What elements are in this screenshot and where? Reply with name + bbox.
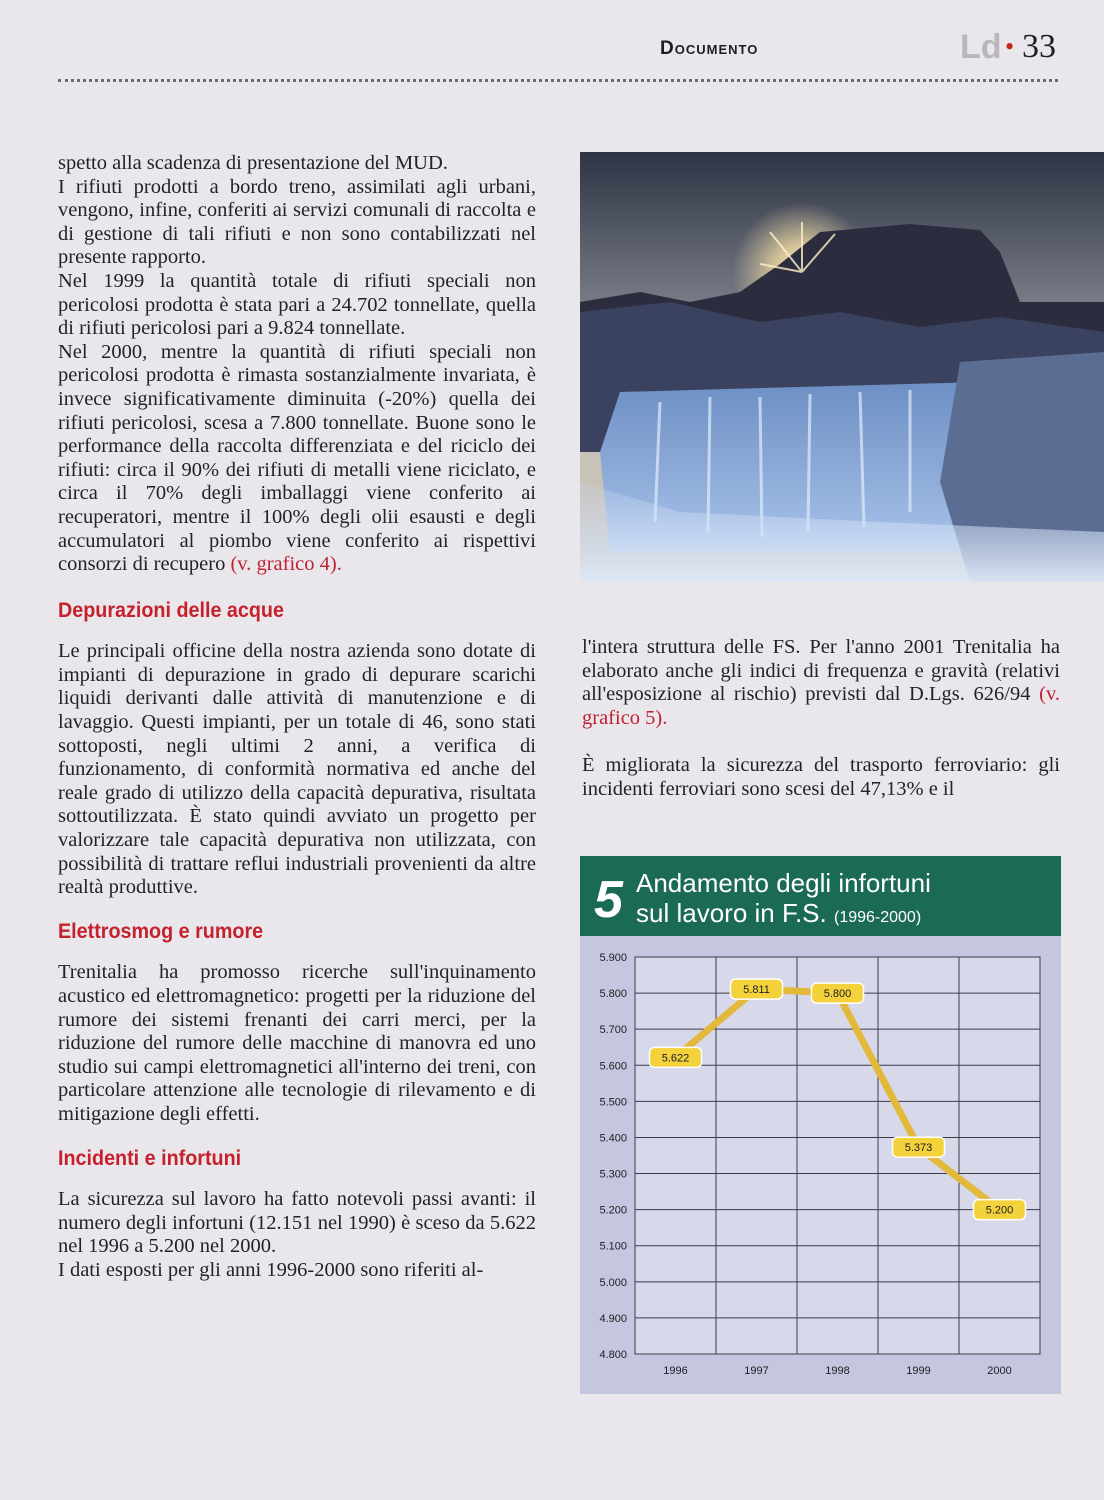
paragraph: l'intera struttura delle FS. Per l'anno 2001 Trenitalia ha elaborato anche gli indici di frequenza e gravità (relativi all'esposizione al rischio) previsti dal D.Lgs. 626/94 (v. grafico 5). <box>582 636 1060 729</box>
plot-area <box>635 957 1040 1354</box>
y-tick-label: 5.500 <box>599 1096 627 1109</box>
y-tick-label: 4.800 <box>599 1349 627 1361</box>
data-label: 5.373 <box>904 1142 933 1155</box>
paragraph: Nel 2000, mentre la quantità di rifiuti speciali non pericolosi prodotta è rimasta sostanzialmente invariata, è invece significativamente diminuita (-20%) quella dei rifiuti pericolosi, scesa a 7.800 tonnellate. Buone sono le performance della raccolta differenziata e del riciclo dei rifiuti: circa il 90% dei rifiuti di metalli viene riciclato, e circa il 70% degli imballaggi viene conferito ai recuperatori, mentre il 100% degli olii esausti e degli accumulatori al piombo viene conferito ai rispettivi consorzi di recupero (v. grafico 4). <box>58 340 536 576</box>
paragraph: La sicurezza sul lavoro ha fatto notevoli passi avanti: il numero degli infortuni (12.151 nel 1990) è sceso da 5.622 nel 1996 a 5.200 nel 2000. <box>58 1188 536 1258</box>
x-tick-label: 1997 <box>744 1365 769 1377</box>
left-column <box>58 152 536 1283</box>
chart-reference-link: (v. grafico 4). <box>230 553 342 576</box>
paragraph: È migliorata la sicurezza del trasporto ferroviario: gli incidenti ferroviari sono scesi del 47,13% e il <box>582 754 1060 800</box>
chart-title: Andamento degli infortuni <box>636 868 931 898</box>
x-tick-label: 1996 <box>663 1365 688 1377</box>
chart-reference-link: (v. grafico 5). <box>582 683 1060 729</box>
bullet-dot-icon: • <box>1005 32 1015 61</box>
y-tick-label: 4.900 <box>599 1312 627 1325</box>
chart-subtitle: sul lavoro in F.S. (1996-2000) <box>636 898 922 928</box>
paragraph: I dati esposti per gli anni 1996-2000 sono riferiti al- <box>58 1258 484 1281</box>
y-tick-label: 5.600 <box>599 1060 627 1073</box>
x-tick-label: 1999 <box>906 1365 931 1377</box>
y-tick-label: 5.200 <box>599 1204 627 1217</box>
y-tick-label: 5.400 <box>599 1132 627 1145</box>
x-tick-label: 1998 <box>825 1365 850 1377</box>
paragraph: Trenitalia ha promosso ricerche sull'inquinamento acustico ed elettromagnetico: progetti per la riduzione del rumore dei sistemi frenanti dei carri merci, per la riduzione del rumore delle macchine di manovra ed uno studio sui campi elettromagnetici all'interno dei treni, con particolare attenzione alle tecnologie di rilevamento e di mitigazione degli effetti. <box>58 961 536 1125</box>
y-tick-label: 5.300 <box>599 1168 627 1181</box>
data-label: 5.622 <box>661 1052 690 1065</box>
chart-header <box>580 856 1061 936</box>
y-tick-label: 5.900 <box>599 952 627 964</box>
section-label: Documento <box>660 38 759 59</box>
waterfall-photo <box>580 152 1104 582</box>
paragraph: Nel 1999 la quantità totale di rifiuti speciali non pericolosi prodotta è stata pari a 24.702 tonnellate, quella di rifiuti pericolosi pari a 9.824 tonnellate. <box>58 269 536 340</box>
y-tick-label: 5.000 <box>599 1276 627 1289</box>
magazine-logo: Ld <box>960 28 1002 66</box>
page-number: 33 <box>1022 28 1056 65</box>
right-column <box>582 636 1060 802</box>
section-heading-incidents: Incidenti e infortuni <box>58 1146 242 1170</box>
data-label: 5.800 <box>823 988 852 1001</box>
y-tick-label: 5.100 <box>599 1240 627 1253</box>
chart-infortuni <box>580 856 1061 1394</box>
section-heading-water: Depurazioni delle acque <box>58 598 284 622</box>
paragraph: spetto alla scadenza di presentazione del MUD. <box>58 152 448 174</box>
data-label: 5.811 <box>743 984 770 997</box>
y-tick-label: 5.800 <box>599 988 627 1001</box>
chart-plot <box>580 936 1061 1394</box>
section-heading-electrosmog: Elettrosmog e rumore <box>58 919 264 943</box>
header-divider <box>58 79 1058 82</box>
y-tick-label: 5.700 <box>599 1024 627 1037</box>
paragraph: Le principali officine della nostra azienda sono dotate di impianti di depurazione in grado di depurare scarichi liquidi derivanti dalle attività di manutenzione e di lavaggio. Questi impianti, per un totale di 46, sono stati sottoposti, negli ultimi 2 anni, a verifica di funzionamento, di conformità normativa ed anche del reale grado di utilizzo della capacità depurativa, risultata sottoutilizzata. È stato quindi avviato un progetto per valorizzare tale capacità depurativa non utilizzata, con possibilità di trattare reflui industriali provenienti da altre realtà produttive. <box>58 640 536 899</box>
data-label: 5.200 <box>985 1204 1014 1217</box>
x-tick-label: 2000 <box>987 1365 1012 1377</box>
chart-number: 5 <box>594 871 623 929</box>
paragraph: I rifiuti prodotti a bordo treno, assimilati agli urbani, vengono, infine, conferiti ai servizi comunali di raccolta e di gestione di tali rifiuti e non sono contabilizzati nel presente rapporto. <box>58 175 536 269</box>
